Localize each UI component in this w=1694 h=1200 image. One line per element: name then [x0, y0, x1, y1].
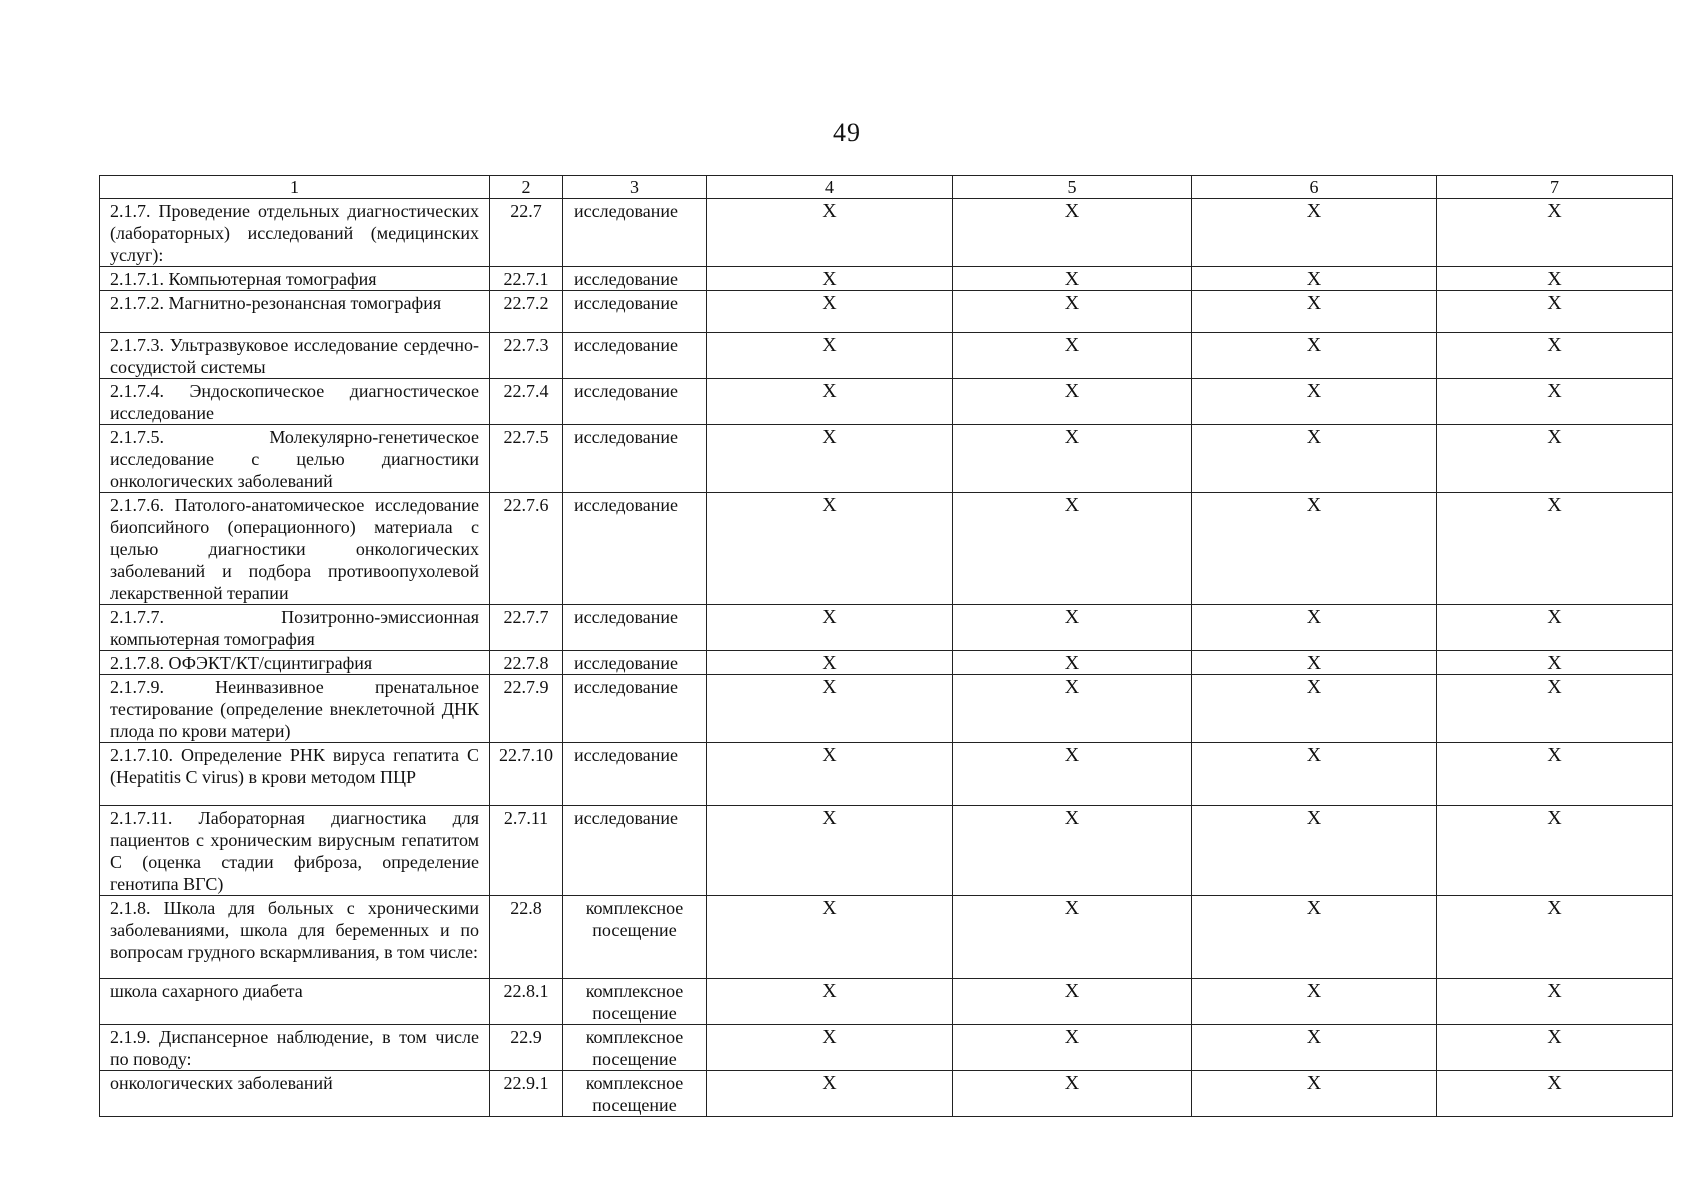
value-cell: X [1437, 199, 1673, 267]
value-cell: X [1192, 806, 1437, 896]
table-row [100, 675, 1673, 743]
row-code-cell: 22.8.1 [490, 979, 563, 1025]
row-code-cell: 22.7.7 [490, 605, 563, 651]
value-cell: X [1437, 651, 1673, 675]
value-cell: X [707, 1071, 953, 1117]
row-code-cell: 22.7.9 [490, 675, 563, 743]
service-name-cell: онкологических заболеваний [100, 1071, 490, 1117]
value-cell: X [953, 1025, 1192, 1071]
value-cell: X [1437, 743, 1673, 806]
table-row [100, 1025, 1673, 1071]
value-cell: X [707, 605, 953, 651]
value-cell: X [1192, 493, 1437, 605]
value-cell: X [707, 979, 953, 1025]
value-cell: X [1192, 379, 1437, 425]
value-cell: X [1192, 1071, 1437, 1117]
value-cell: X [953, 979, 1192, 1025]
column-number: 1 [100, 176, 490, 199]
unit-cell: комплексное посещение [563, 1025, 707, 1071]
unit-cell: комплексное посещение [563, 896, 707, 979]
value-cell: X [707, 675, 953, 743]
service-name-cell: 2.1.7.1. Компьютерная томография [100, 267, 490, 291]
value-cell: X [1192, 267, 1437, 291]
value-cell: X [953, 199, 1192, 267]
column-number: 6 [1192, 176, 1437, 199]
services-table [99, 175, 1673, 1117]
value-cell: X [953, 493, 1192, 605]
table-row [100, 267, 1673, 291]
service-name-cell: 2.1.7.4. Эндоскопическое диагностическое исследование [100, 379, 490, 425]
value-cell: X [953, 425, 1192, 493]
value-cell: X [953, 333, 1192, 379]
value-cell: X [1192, 291, 1437, 333]
value-cell: X [953, 267, 1192, 291]
row-code-cell: 22.9 [490, 1025, 563, 1071]
value-cell: X [1437, 1025, 1673, 1071]
column-number: 5 [953, 176, 1192, 199]
table-row [100, 425, 1673, 493]
service-name-cell: 2.1.9. Диспансерное наблюдение, в том числе по поводу: [100, 1025, 490, 1071]
table-row [100, 493, 1673, 605]
table-row [100, 651, 1673, 675]
row-code-cell: 22.7 [490, 199, 563, 267]
row-code-cell: 22.7.5 [490, 425, 563, 493]
row-code-cell: 22.7.2 [490, 291, 563, 333]
row-code-cell: 22.8 [490, 896, 563, 979]
value-cell: X [1437, 379, 1673, 425]
value-cell: X [1437, 267, 1673, 291]
value-cell: X [1437, 425, 1673, 493]
service-name-cell: 2.1.7.7. Позитронно-эмиссионная компьютерная томография [100, 605, 490, 651]
unit-cell: исследование [563, 743, 707, 806]
value-cell: X [1192, 675, 1437, 743]
value-cell: X [707, 425, 953, 493]
column-number: 4 [707, 176, 953, 199]
value-cell: X [1192, 979, 1437, 1025]
value-cell: X [1437, 333, 1673, 379]
service-name-cell: 2.1.7.11. Лабораторная диагностика для пациентов с хроническим вирусным гепатитом C (оценка стадии фиброза, определение генотипа ВГС) [100, 806, 490, 896]
row-code-cell: 2.7.11 [490, 806, 563, 896]
service-name-cell: 2.1.7.10. Определение РНК вируса гепатита C (Hepatitis C virus) в крови методом ПЦР [100, 743, 490, 806]
table-row [100, 291, 1673, 333]
value-cell: X [953, 379, 1192, 425]
service-name-cell: 2.1.7.9. Неинвазивное пренатальное тестирование (определение внеклеточной ДНК плода по крови матери) [100, 675, 490, 743]
unit-cell: исследование [563, 425, 707, 493]
table-row [100, 979, 1673, 1025]
value-cell: X [953, 806, 1192, 896]
value-cell: X [707, 1025, 953, 1071]
column-number: 3 [563, 176, 707, 199]
unit-cell: исследование [563, 605, 707, 651]
value-cell: X [1437, 896, 1673, 979]
unit-cell: исследование [563, 806, 707, 896]
unit-cell: комплексное посещение [563, 1071, 707, 1117]
value-cell: X [953, 651, 1192, 675]
value-cell: X [707, 651, 953, 675]
value-cell: X [707, 333, 953, 379]
value-cell: X [1192, 896, 1437, 979]
table-row [100, 1071, 1673, 1117]
value-cell: X [1192, 605, 1437, 651]
value-cell: X [953, 1071, 1192, 1117]
table-row [100, 896, 1673, 979]
service-name-cell: 2.1.7.8. ОФЭКТ/КТ/сцинтиграфия [100, 651, 490, 675]
value-cell: X [1192, 743, 1437, 806]
value-cell: X [1437, 605, 1673, 651]
value-cell: X [953, 605, 1192, 651]
value-cell: X [1437, 291, 1673, 333]
value-cell: X [953, 675, 1192, 743]
service-name-cell: 2.1.7.6. Патолого-анатомическое исследование биопсийного (операционного) материала с целью диагностики онкологических заболеваний и подбора противоопухолевой лекарственной терапии [100, 493, 490, 605]
value-cell: X [707, 199, 953, 267]
value-cell: X [1437, 493, 1673, 605]
table-row [100, 605, 1673, 651]
service-name-cell: 2.1.7.3. Ультразвуковое исследование сердечно-сосудистой системы [100, 333, 490, 379]
row-code-cell: 22.7.4 [490, 379, 563, 425]
value-cell: X [1192, 333, 1437, 379]
service-name-cell: 2.1.7.5. Молекулярно-генетическое исследование с целью диагностики онкологических заболеваний [100, 425, 490, 493]
value-cell: X [707, 291, 953, 333]
page-number: 49 [833, 118, 861, 147]
value-cell: X [707, 743, 953, 806]
row-code-cell: 22.7.10 [490, 743, 563, 806]
unit-cell: комплексное посещение [563, 979, 707, 1025]
value-cell: X [1192, 1025, 1437, 1071]
unit-cell: исследование [563, 493, 707, 605]
service-name-cell: 2.1.7.2. Магнитно-резонансная томография [100, 291, 490, 333]
table-row [100, 333, 1673, 379]
value-cell: X [1192, 651, 1437, 675]
value-cell: X [707, 806, 953, 896]
unit-cell: исследование [563, 675, 707, 743]
value-cell: X [953, 743, 1192, 806]
unit-cell: исследование [563, 651, 707, 675]
value-cell: X [1437, 1071, 1673, 1117]
row-code-cell: 22.7.8 [490, 651, 563, 675]
column-number: 2 [490, 176, 563, 199]
table-row [100, 806, 1673, 896]
unit-cell: исследование [563, 379, 707, 425]
service-name-cell: 2.1.8. Школа для больных с хроническими заболеваниями, школа для беременных и по вопросам грудного вскармливания, в том числе: [100, 896, 490, 979]
value-cell: X [1192, 425, 1437, 493]
value-cell: X [953, 896, 1192, 979]
table-row [100, 743, 1673, 806]
value-cell: X [1437, 979, 1673, 1025]
service-name-cell: 2.1.7. Проведение отдельных диагностических (лабораторных) исследований (медицинских услуг): [100, 199, 490, 267]
row-code-cell: 22.9.1 [490, 1071, 563, 1117]
service-name-cell: школа сахарного диабета [100, 979, 490, 1025]
row-code-cell: 22.7.1 [490, 267, 563, 291]
row-code-cell: 22.7.6 [490, 493, 563, 605]
unit-cell: исследование [563, 291, 707, 333]
value-cell: X [1437, 806, 1673, 896]
value-cell: X [1437, 675, 1673, 743]
value-cell: X [953, 291, 1192, 333]
value-cell: X [707, 379, 953, 425]
unit-cell: исследование [563, 199, 707, 267]
column-number-row [100, 176, 1673, 199]
value-cell: X [707, 896, 953, 979]
table-row [100, 379, 1673, 425]
row-code-cell: 22.7.3 [490, 333, 563, 379]
value-cell: X [1192, 199, 1437, 267]
unit-cell: исследование [563, 267, 707, 291]
unit-cell: исследование [563, 333, 707, 379]
column-number: 7 [1437, 176, 1673, 199]
value-cell: X [707, 493, 953, 605]
table-row [100, 199, 1673, 267]
value-cell: X [707, 267, 953, 291]
